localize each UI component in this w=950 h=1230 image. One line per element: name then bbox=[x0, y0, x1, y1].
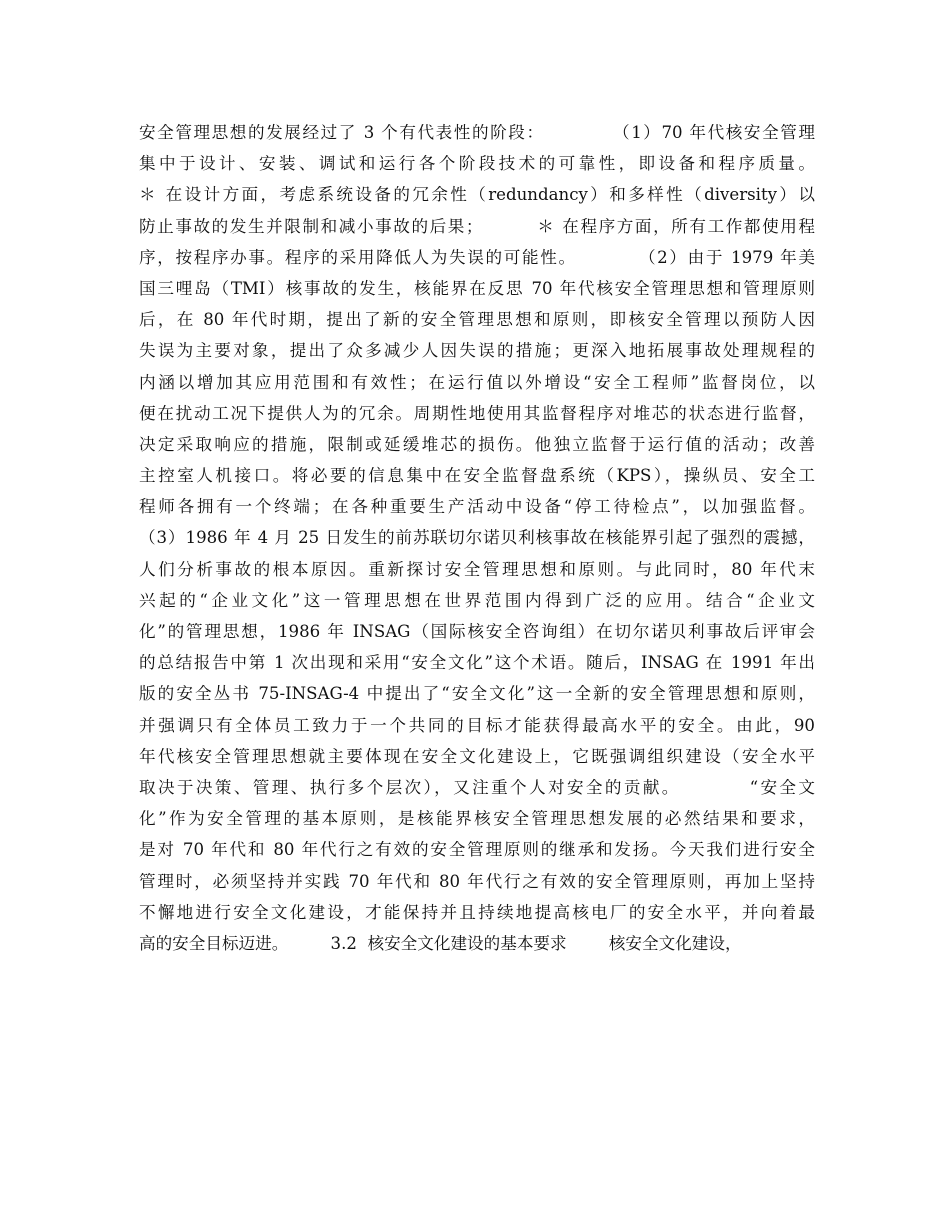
text-line-13: 程师各拥有一个终端；在各种重要生产活动中设备“停工待检点”，以加强监督。 bbox=[139, 497, 815, 517]
text-line-18: 的总结报告中第 1 次出现和采用“安全文化”这个术语。随后，INSAG 在 1991 年出 bbox=[139, 653, 815, 673]
body-text bbox=[139, 117, 815, 959]
text-line-21: 年代核安全管理思想就主要体现在安全文化建设上，它既强调组织建设（安全水平 bbox=[139, 746, 815, 766]
text-line-20: 并强调只有全体员工致力于一个共同的目标才能获得最高水平的安全。由此，90 bbox=[139, 715, 815, 735]
text-line-16: 兴起的“企业文化”这一管理思想在世界范围内得到广泛的应用。结合“企业文 bbox=[139, 590, 815, 610]
text-line-2: 集中于设计、安装、调试和运行各个阶段技术的可靠性，即设备和程序质量。 bbox=[139, 154, 815, 174]
text-line-25: 管理时，必须坚持并实践 70 年代和 80 年代行之有效的安全管理原则，再加上坚持 bbox=[139, 871, 815, 891]
text-line-14: （3）1986 年 4 月 25 日发生的前苏联切尔诺贝利核事故在核能界引起了强烈的震撼， bbox=[139, 528, 815, 548]
text-line-6: 国三哩岛（TMI）核事故的发生，核能界在反思 70 年代核安全管理思想和管理原则 bbox=[139, 278, 815, 298]
text-line-11: 决定采取响应的措施，限制或延缓堆芯的损伤。他独立监督于运行值的活动；改善 bbox=[139, 434, 815, 454]
text-line-12: 主控室人机接口。将必要的信息集中在安全监督盘系统（KPS），操纵员、安全工 bbox=[139, 466, 815, 486]
text-line-3: ＊ 在设计方面，考虑系统设备的冗余性（redundancy）和多样性（diversity）以 bbox=[139, 185, 815, 205]
text-line-15: 人们分析事故的根本原因。重新探讨安全管理思想和原则。与此同时，80 年代末 bbox=[139, 559, 815, 579]
text-line-7: 后，在 80 年代时期，提出了新的安全管理思想和原则，即核安全管理以预防人因 bbox=[139, 310, 815, 330]
text-line-27: 高的安全目标迈进。 3.2 核安全文化建设的基本要求 核安全文化建设， bbox=[139, 933, 742, 953]
text-line-23: 化”作为安全管理的基本原则，是核能界核安全管理思想发展的必然结果和要求， bbox=[139, 809, 815, 829]
text-line-10: 便在扰动工况下提供人为的冗余。周期性地使用其监督程序对堆芯的状态进行监督， bbox=[139, 403, 815, 423]
text-line-1: 安全管理思想的发展经过了 3 个有代表性的阶段： （1）70 年代核安全管理 bbox=[139, 123, 815, 142]
text-line-4: 防止事故的发生并限制和减小事故的后果； ＊ 在程序方面，所有工作都使用程 bbox=[139, 216, 815, 236]
text-line-9: 内涵以增加其应用范围和有效性；在运行值以外增设“安全工程师”监督岗位，以 bbox=[139, 372, 815, 392]
text-line-8: 失误为主要对象，提出了众多减少人因失误的措施；更深入地拓展事故处理规程的 bbox=[139, 341, 815, 361]
text-line-26: 不懈地进行安全文化建设，才能保持并且持续地提高核电厂的安全水平，并向着最 bbox=[139, 902, 815, 922]
text-line-24: 是对 70 年代和 80 年代行之有效的安全管理原则的继承和发扬。今天我们进行安全 bbox=[139, 840, 815, 860]
text-line-5: 序，按程序办事。程序的采用降低人为失误的可能性。 （2）由于 1979 年美 bbox=[139, 247, 815, 267]
text-line-19: 版的安全丛书 75-INSAG-4 中提出了“安全文化”这一全新的安全管理思想和原则， bbox=[139, 684, 815, 704]
text-line-22: 取决于决策、管理、执行多个层次），又注重个人对安全的贡献。 “安全文 bbox=[139, 777, 815, 797]
text-line-17: 化”的管理思想，1986 年 INSAG（国际核安全咨询组）在切尔诺贝利事故后评审会 bbox=[139, 622, 815, 641]
